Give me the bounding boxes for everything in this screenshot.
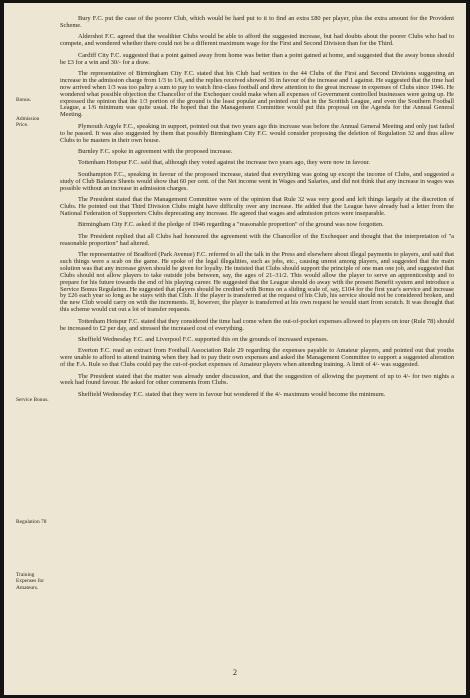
paragraph-tottenham-rule-78: Tottenham Hotspur F.C. stated that they considered the time had come when the out-of-pocket expenses allowed to players on tour (Rule 78) should be increased to £2 per day, and stressed the increased cost of everything. bbox=[60, 317, 454, 332]
paragraph-burnley: Burnley F.C. spoke in agreement with the proposed increase. bbox=[78, 148, 233, 155]
paragraph-sheffield-wednesday: Sheffield Wednesday F.C. stated that they were in favour but wondered if the 4/- maximum would become the minimum. bbox=[78, 390, 386, 398]
paragraph-birmingham-pledge: Birmingham City F.C. asked if the pledge of 1946 regarding a "reasonable proportion" of the ground was now forgotten. bbox=[78, 221, 384, 229]
minutes-body bbox=[60, 16, 454, 403]
paragraph-aldershot: Aldershot F.C. agreed that the wealthier Clubs would be able to afford the suggested increase, but had doubts about the poorer Clubs who had to compete, and wondered whether there could not be a different maximum wage for the First and Second Division than for the Third. bbox=[60, 33, 454, 48]
paragraph-president-rule-32: The President stated that the Management Committee were of the opinion that Rule 32 was very good and left things largely at the discretion of Clubs. He pointed out that Third Division Clubs might have difficulty over any increase. He added that the League have already had a letter from the National Federation of Supporters Clubs deprecating any increase. He agreed that wages and admission prices were inseparable. bbox=[60, 196, 454, 217]
margin-note-regulation-78: Regulation 78 bbox=[16, 519, 47, 525]
paragraph-plymouth: Plymouth Argyle F.C., speaking in support, pointed out that two years ago this increase was before the Annual General Meeting and only just failed to be passed. It was also suggested by them that possibly Birmingham City F.C. would consider proposing the deletion of Regulation 32 and thus allow Clubs to be masters in their own house. bbox=[60, 122, 454, 144]
paragraph-tottenham-admission: Tottenham Hotspur F.C. said that, although they voted against the increase two years ago, they were now in favour. bbox=[78, 159, 371, 167]
paragraph-birmingham-admission: The representative of Birmingham City F.C. stated that his Club had written to the 44 Clubs of the First and Second Divisions suggesting an increase in the admission charge from 1/3 to 1/6, and the replies received showed 36 in favour of the increase and 1 against. He suggested that the time had now arrived when 1/3 was too paltry a sum to pay to watch first-class football and drew attention to the great increase in expenses of Clubs since 1946. He wondered what possible objection the Chancellor of the Exchequer could make when all expenses of Government controlled businesses were going up. He expressed the opinion that the 1/3 portion of the ground is the least popular and pointed out that in the Scottish League, and even the Southern Football League, a 1/6 minimum was quite usual. He hoped that the Management Committee would put this proposal on the Agenda for the Annual General Meeting. bbox=[60, 69, 454, 119]
paragraph-everton-training: Everton F.C. read an extract from Football Association Rule 29 regarding the expenses payable to Amateur players, and pointed out that youths were unable to afford to attend training when they had to pay their own expenses and asked the Management Committee to support a suggested alteration of the F.A. Rule so that Clubs could pay the cut-of-pocket expenses of Amateur players when attending training. A limit of 4/- was suggested. bbox=[60, 347, 454, 369]
page-number: 2 bbox=[233, 668, 237, 677]
margin-note-bonus: Bonus. bbox=[16, 97, 32, 103]
paragraph-president-training: The President stated that the matter was already under discussion, and that the suggestion of allowing the payment of up to 4/- for two nights a week had found favour. He asked for other comments from Clubs. bbox=[60, 372, 454, 387]
document-page bbox=[4, 3, 466, 695]
paragraph-cardiff: Cardiff City F.C. suggested that a point gained away from home was better than a point gained at home, and suggested that the away bonus should be £3 for a win and 30/- for a draw. bbox=[60, 51, 454, 66]
paragraph-bradford-service-bonus: The representative of Bradford (Park Avenue) F.C. referred to all the talk in the Press and elsewhere about illegal payments to players, and said that such things were a scab on the game. He spoke of the legal illegalities, such as jobs, etc., causing unrest among players, and suggested that the main solution was that any increase given should be given for loyalty. He insisted that Clubs should support the principle of one man one job, and suggested that Clubs should not allow players to take outside jobs between, say, the ages of 21–31/2. This would allow the player to serve an apprenticeship and to prepare for his future towards the end of his playing career. He suggested that the League should do away with the present Benefit system and introduce a Service Bonus Regulation. He suggested that players should be credited with Bonus on a sliding scale of, say, £104 for the first year's service and increase by £26 each year so long as he stays with that Club. If the player is transferred at the request of his Club, his service should not be considered broken, and the new Club would carry on with the increments. If, however, the player is transferred at his own request he would start from scratch. It was thought that this scheme would cut out a lot of transfer requests. bbox=[60, 250, 454, 314]
margin-note-training-expenses: Training Expenses for Amateurs. bbox=[16, 572, 44, 591]
margin-note-service-bonus: Service Bonus. bbox=[16, 397, 49, 403]
paragraph-southampton: Southampton F.C., speaking in favour of the proposed increase, stated that everything was going up except the income of Clubs, and suggested a study of Club Balance Sheets would show that 60 per cent. of the Net income went in Wages and Salaries, and did not think that any increase in wages was possible without an increase in admission charges. bbox=[60, 170, 454, 192]
paragraph-president-reply: The President replied that all Clubs had honoured the agreement with the Chancellor of the Exchequer and thought that the interpretation of "a reasonable proportion" had altered. bbox=[60, 232, 454, 247]
margin-note-admission-price: Admission Price. bbox=[16, 116, 40, 129]
paragraph-bury: Bury F.C. put the case of the poorer Club, which would be hard put to it to find an extra £80 per player, plus the extra amount for the Provident Scheme. bbox=[60, 15, 454, 29]
paragraph-sheffield-liverpool: Sheffield Wednesday F.C. and Liverpool F.C. supported this on the grounds of increased expenses. bbox=[78, 335, 329, 343]
